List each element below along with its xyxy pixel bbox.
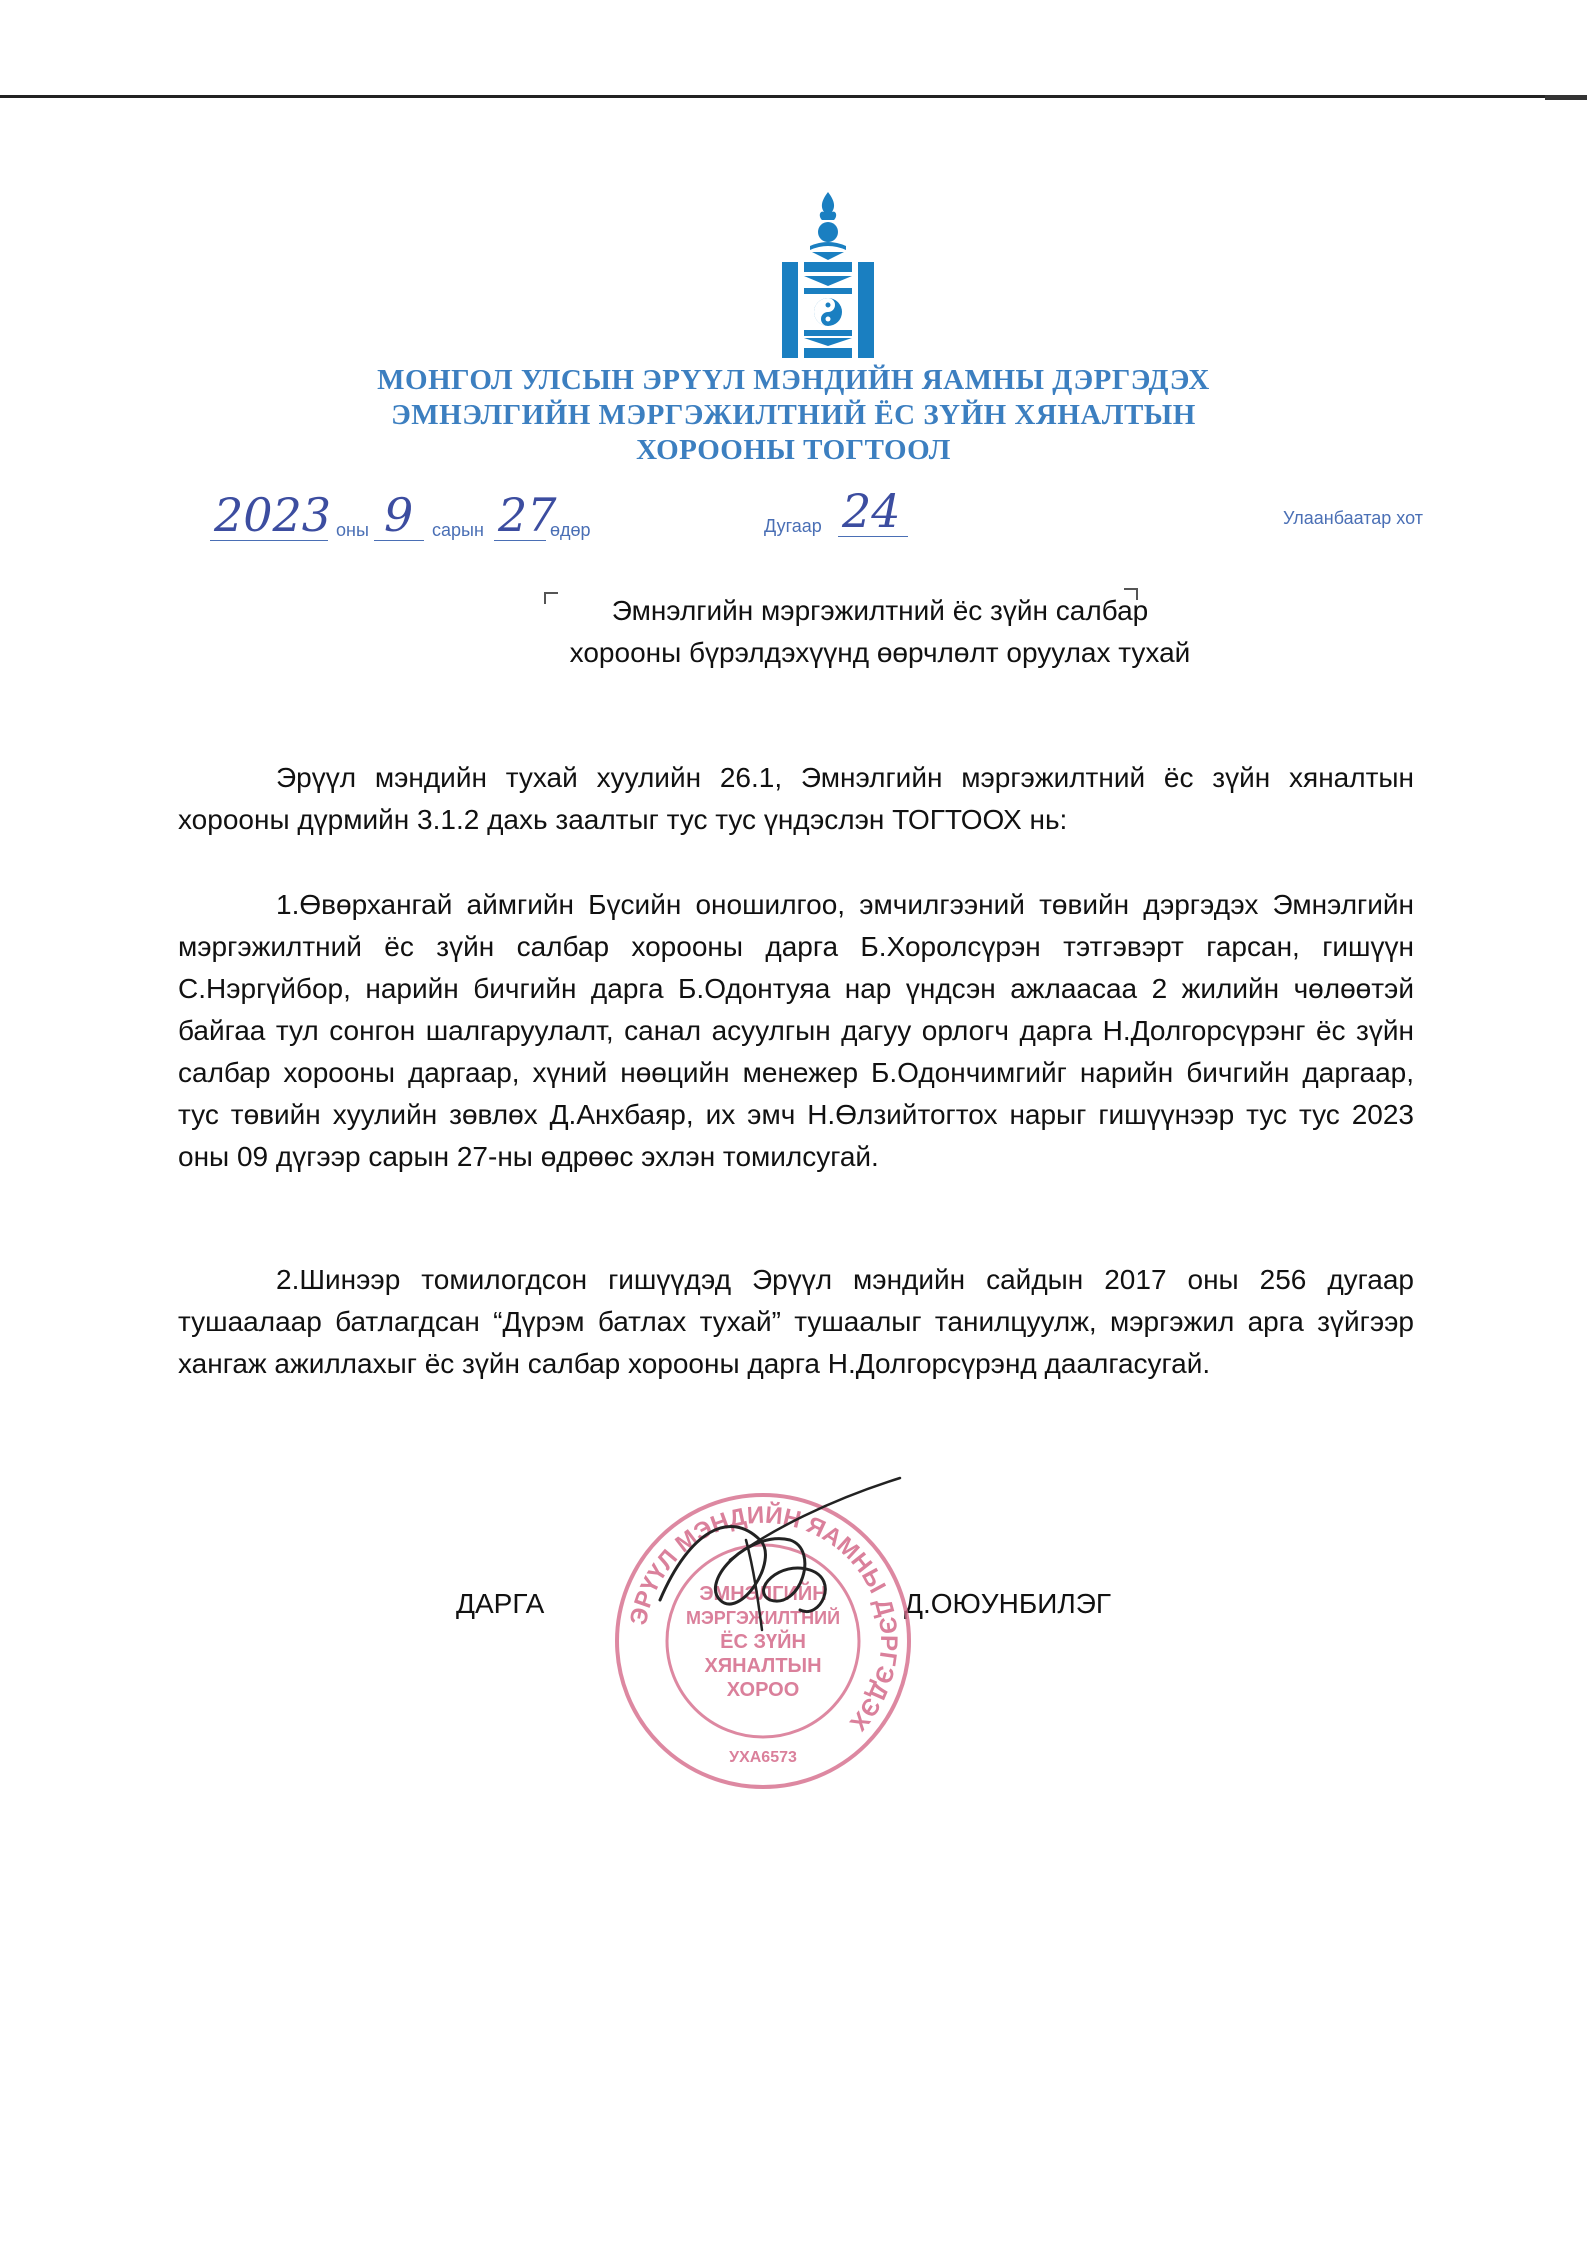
- signatory-name: Д.ОЮУНБИЛЭГ: [904, 1588, 1111, 1619]
- subject-line-2: хорооны бүрэлдэхүүнд өөрчлөлт оруулах тухай: [569, 637, 1191, 668]
- org-name-line-2: ЭМНЭЛГИЙН МЭРГЭЖИЛТНИЙ ЁС ЗҮЙН ХЯНАЛТЫН: [391, 399, 1196, 431]
- org-name-line-1: МОНГОЛ УЛСЫН ЭРҮҮЛ МЭНДИЙН ЯАМНЫ ДЭРГЭДЭХ: [377, 364, 1210, 396]
- month-suffix-label: сарын: [432, 520, 484, 540]
- svg-text:УХА6573: УХА6573: [729, 1749, 797, 1766]
- day-handwritten: 27: [498, 488, 557, 542]
- soyombo-emblem-icon: [782, 190, 874, 358]
- intro-paragraph: Эрүүл мэндийн тухай хуулийн 26.1, Эмнэлгийн мэргэжилтний ёс зүйн хяналтын хорооны дүрмийн 3.1.2 дахь заалтыг тус тус үндэслэн ТОГТООХ нь:: [178, 762, 1414, 835]
- svg-text:МЭРГЭЖИЛТНИЙ: МЭРГЭЖИЛТНИЙ: [685, 1608, 841, 1628]
- svg-text:ЁС ЗҮЙН: ЁС ЗҮЙН: [720, 1631, 806, 1653]
- resolution-item-1: 1.Өвөрхангай аймгийн Бүсийн оношилгоо, эмчилгээний төвийн дэргэдэх Эмнэлгийн мэргэжилтний ёс зүйн салбар хорооны дарга Б.Хоролсүрэн тэтгэвэрт гарсан, гишүүн С.Нэргүйбор, нарийн бичгийн дарга Б.Одонтуяа нар үндсэн ажлаасаа 2 жилийн чөлөөтэй байгаа тул сонгон шалгаруулалт, санал асуулгын дагуу орлогч дарга Н.Долгорсүрэнг ёс зүйн салбар хорооны даргаар, хүний нөөцийн менежер Б.Одончимгийг нарийн бичгийн даргаар, тус төвийн хуулийн зөвлөх Д.Анхбаяр, их эмч Н.Өлзийтогтох нарыг гишүүнээр тус тус 2023 оны 09 дүгээр сарын 27-ны өдрөөс эхлэн томилсугай.: [178, 889, 1414, 1172]
- handwritten-signature-icon: [650, 1470, 910, 1650]
- day-underline: [494, 540, 546, 541]
- subject-line-1: Эмнэлгийн мэргэжилтний ёс зүйн салбар: [611, 595, 1149, 626]
- year-suffix-label: оны: [336, 520, 369, 540]
- document-type-title: ХОРООНЫ ТОГТООЛ: [636, 434, 951, 466]
- year-underline: [210, 540, 328, 541]
- top-scan-border: [0, 95, 1587, 98]
- top-scan-border-end: [1545, 95, 1587, 100]
- svg-text:ХЯНАЛТЫН: ХЯНАЛТЫН: [704, 1655, 822, 1677]
- month-underline: [374, 540, 424, 541]
- svg-text:ЭРҮҮЛ МЭНДИЙН ЯАМНЫ ДЭРГЭДЭХ: ЭРҮҮЛ МЭНДИЙН ЯАМНЫ ДЭРГЭДЭХ: [625, 1501, 903, 1736]
- month-handwritten: 9: [384, 488, 414, 542]
- svg-text:ХОРОО: ХОРОО: [726, 1679, 800, 1701]
- number-label: Дугаар: [764, 516, 822, 536]
- number-underline: [838, 536, 908, 537]
- signatory-title: ДАРГА: [456, 1588, 545, 1619]
- resolution-item-2: 2.Шинээр томилогдсон гишүүдэд Эрүүл мэндийн сайдын 2017 оны 256 дугаар тушаалаар батлагдсан “Дүрэм батлах тухай” тушаалыг танилцуулж, мэргэжил арга зүйгээр хангаж ажиллахыг ёс зүйн салбар хорооны дарга Н.Долгорсүрэнд даалгасугай.: [178, 1264, 1414, 1379]
- svg-text:ЭМНЭЛГИЙН: ЭМНЭЛГИЙН: [699, 1583, 827, 1605]
- number-handwritten: 24: [842, 484, 901, 538]
- city-label: Улаанбаатар хот: [1283, 508, 1423, 528]
- day-suffix-label: өдөр: [550, 520, 591, 540]
- year-handwritten: 2023: [214, 488, 332, 542]
